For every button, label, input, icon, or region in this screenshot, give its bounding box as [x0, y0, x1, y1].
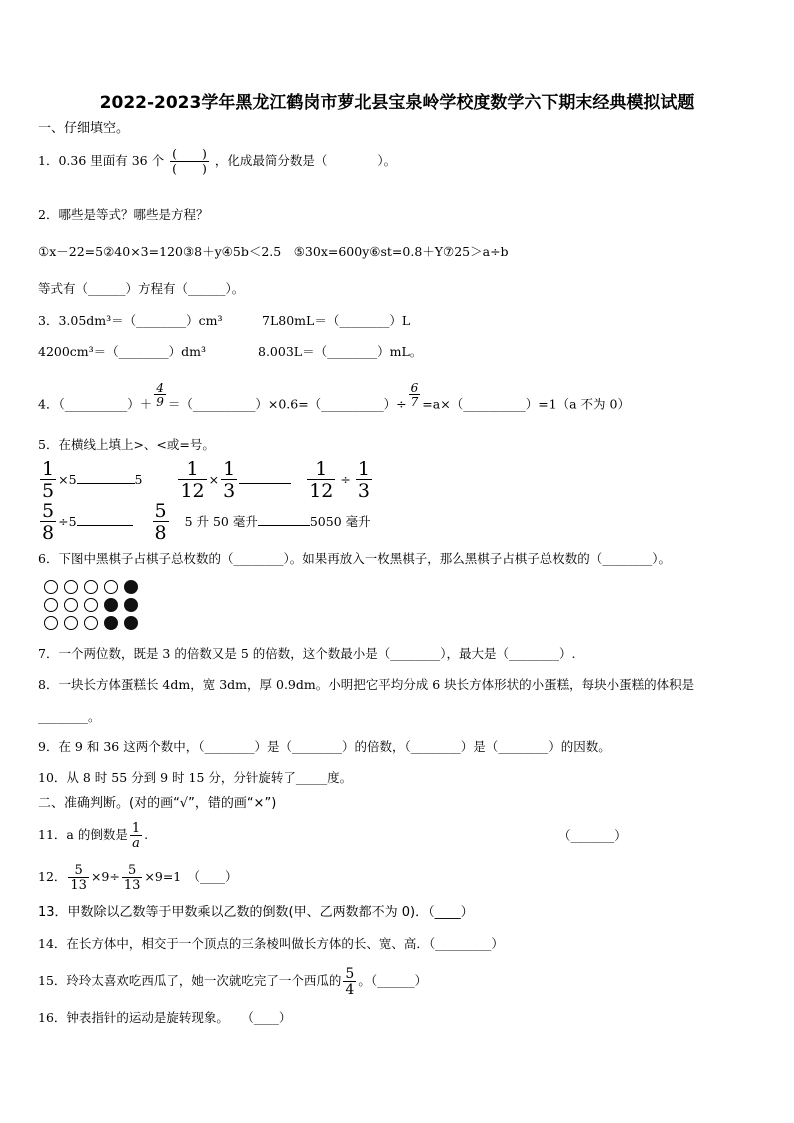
q5-right-value: 5 [134, 472, 143, 487]
q5-blank-2[interactable] [239, 471, 291, 484]
question-11 [38, 817, 148, 853]
black-chess-piece [124, 598, 138, 612]
white-chess-piece [84, 616, 98, 630]
q5-fraction-5-8-b: $\frac{5}{8}$ [154, 500, 167, 544]
question-12-fraction-2: $\frac{5}{13}$ [123, 862, 141, 893]
white-chess-piece [64, 616, 78, 630]
question-13: 13．甲数除以乙数等于甲数乘以乙数的倒数(甲、乙两数都不为 0)．（____） [38, 905, 474, 920]
chess-row [44, 580, 138, 594]
question-4-fraction-1: $\frac{4}{9}$ [156, 381, 164, 409]
question-3-line-2b: 8.003L＝（________）mL。 [258, 344, 423, 359]
question-4 [38, 381, 630, 418]
white-chess-piece [64, 580, 78, 594]
question-12-suffix: ×9=1 （____） [144, 869, 238, 884]
question-15-fraction: $\frac{5}{4}$ [345, 965, 355, 998]
black-chess-piece [104, 598, 118, 612]
question-1-prefix: 1．0.36 里面有 36 个 [38, 153, 165, 168]
q5-divide-5: ÷5 [58, 514, 77, 529]
question-15-prefix: 15．玲玲太喜欢吃西瓜了，她一次就吃完了一个西瓜的 [38, 973, 342, 988]
question-3-line-1b: 7L80mL＝（________）L [262, 313, 411, 328]
white-chess-piece [104, 580, 118, 594]
q5-fraction-5-8: $\frac{5}{8}$ [42, 500, 55, 544]
question-12 [38, 858, 238, 896]
white-chess-piece [84, 598, 98, 612]
chess-pieces-figure [44, 580, 138, 634]
white-chess-piece [44, 616, 58, 630]
black-chess-piece [124, 580, 138, 594]
q5-volume-left: 5 升 50 毫升 [184, 514, 258, 529]
section-heading-2: 二、准确判断。(对的画“√”，错的画“×”) [38, 796, 277, 811]
black-chess-piece [104, 616, 118, 630]
page-title: 2022-2023学年黑龙江鹤岗市萝北县宝泉岭学校度数学六下期末经典模拟试题 [99, 93, 695, 113]
white-chess-piece [64, 598, 78, 612]
q5-blank-1[interactable] [77, 471, 135, 484]
question-16: 16．钟表指针的运动是旋转现象。 （____） [38, 1010, 292, 1025]
q5-op-divide: ÷ [340, 472, 351, 487]
question-11-answer: （_______） [558, 828, 627, 843]
question-5: 5．在横线上填上>、<或=号。 [38, 437, 215, 452]
question-12-prefix: 12． [38, 869, 67, 884]
question-4-part-1: 4．（__________）＋ [38, 396, 153, 412]
question-14: 14．在长方体中，相交于一个顶点的三条棱叫做长方体的长、宽、高．（_________） [38, 936, 504, 951]
question-4-part-3: =a×（__________）=1（a 不为 0） [422, 396, 630, 412]
question-8-line-2: ________。 [38, 709, 101, 724]
q5-blank-3[interactable] [77, 513, 133, 526]
question-5-row-2 [38, 502, 371, 542]
q5-fraction-1-3: $\frac{1}{3}$ [223, 458, 236, 502]
q5-fraction-1-12-b: $\frac{1}{12}$ [309, 458, 334, 502]
white-chess-piece [84, 580, 98, 594]
section-heading-1: 一、仔细填空。 [38, 121, 130, 136]
question-9: 9．在 9 和 36 这两个数中，（________）是（________）的倍数，（________）是（________）的因数。 [38, 739, 611, 754]
question-4-fraction-2: $\frac{6}{7}$ [410, 381, 419, 409]
question-15-suffix: 。（______） [358, 973, 428, 988]
q5-fraction-1-12: $\frac{1}{12}$ [180, 458, 205, 502]
question-2-answer: 等式有（______）方程有（______）。 [38, 281, 245, 296]
question-3-line-1a: 3．3.05dm³＝（________）cm³ [38, 313, 223, 328]
question-12-fraction-1: $\frac{5}{13}$ [70, 862, 87, 893]
chess-row [44, 616, 138, 630]
q5-fraction-1-5: $\frac{1}{5}$ [42, 458, 55, 502]
white-chess-piece [44, 598, 58, 612]
question-11-period: . [144, 827, 149, 842]
question-1-fraction-blank: $\frac{( )}{( )}$ [172, 146, 207, 176]
question-1 [38, 148, 396, 175]
q5-times-5: ×5 [58, 472, 77, 487]
question-7: 7．一个两位数，既是 3 的倍数又是 5 的倍数，这个数最小是（________），最大是（________）. [38, 646, 576, 661]
black-chess-piece [124, 616, 138, 630]
white-chess-piece [44, 580, 58, 594]
question-5-row-1 [38, 460, 374, 500]
question-8-line-1: 8．一块长方体蛋糕长 4dm，宽 3dm，厚 0.9dm。小明把它平均分成 6 块长方体形状的小蛋糕，每块小蛋糕的体积是 [38, 677, 695, 692]
chess-row [44, 598, 138, 612]
q5-op-times: × [208, 472, 220, 487]
question-6: 6．下图中黑棋子占棋子总枚数的（________）。如果再放入一枚黑棋子，那么黑棋子占棋子总枚数的（________）。 [38, 551, 671, 566]
question-1-suffix: ，化成最简分数是（ ）。 [214, 153, 397, 168]
question-11-prefix: 11．a 的倒数是 [38, 827, 128, 842]
question-3-line-2a: 4200cm³＝（________）dm³ [38, 344, 207, 359]
question-11-fraction: $\frac{1}{a}$ [131, 820, 141, 851]
question-2-items: ①x－22=5②40×3=120③8＋y④5b＜2.5 ⑤30x=600y⑥st=0.8＋Y⑦25＞a÷b [38, 244, 509, 259]
q5-fraction-1-3-b: $\frac{1}{3}$ [357, 458, 370, 502]
q5-volume-right: 5050 毫升 [309, 514, 371, 529]
q5-blank-4[interactable] [258, 513, 310, 526]
question-10: 10．从 8 时 55 分到 9 时 15 分，分针旋转了_____度。 [38, 770, 353, 785]
question-15 [38, 962, 427, 1000]
question-2: 2．哪些是等式？哪些是方程？ [38, 207, 209, 222]
question-12-middle: ×9÷ [90, 869, 120, 884]
question-4-part-2: ＝（__________）×0.6=（__________）÷ [167, 396, 407, 412]
